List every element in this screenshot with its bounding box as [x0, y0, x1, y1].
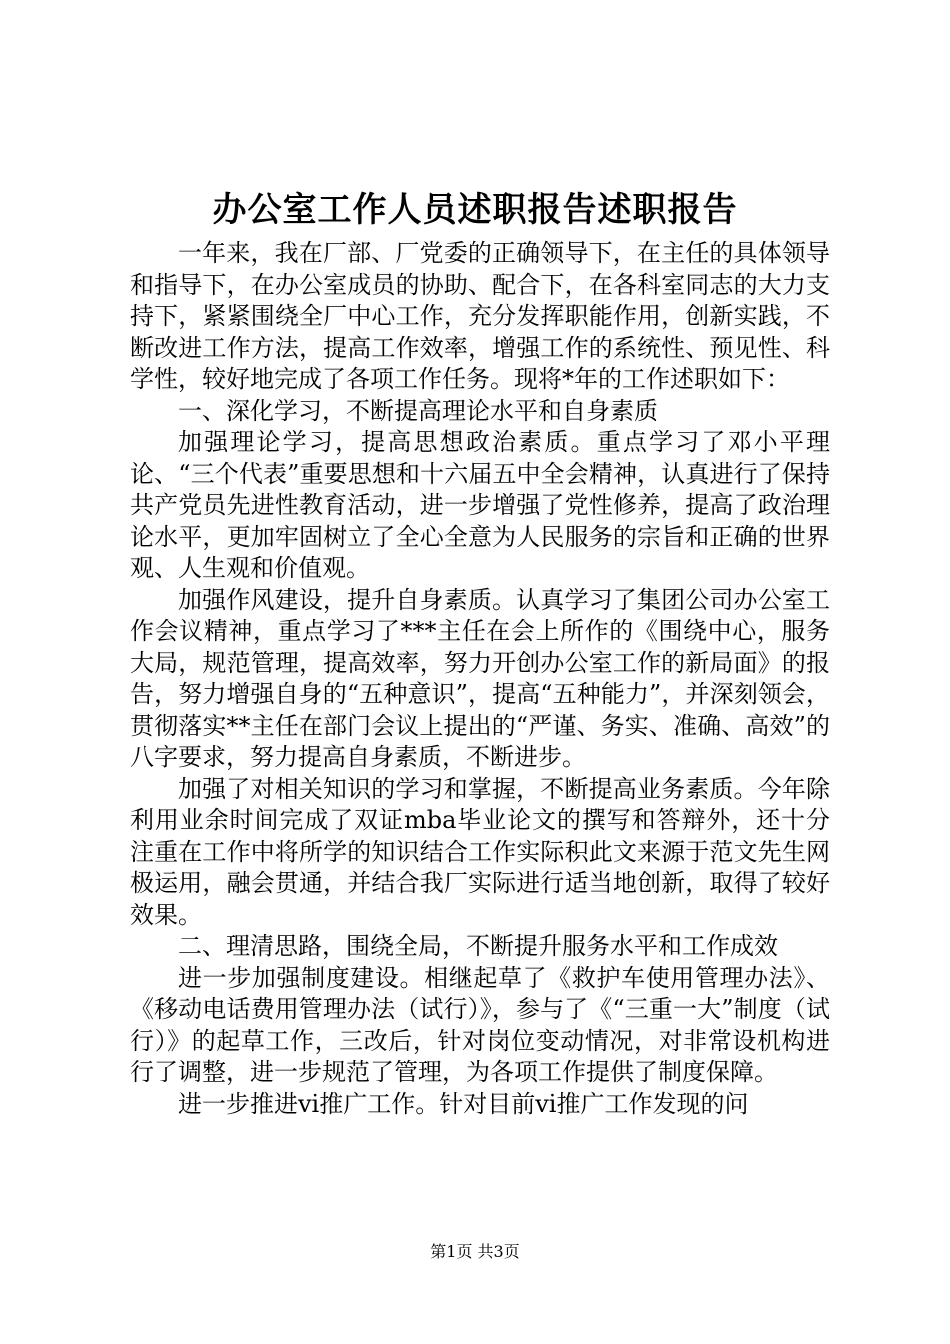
- paragraph-work-style: 加强作风建设，提升自身素质。认真学习了集团公司办公室工作会议精神，重点学习了***主任在会上所作的《围绕中心，服务大局，规范管理，提高效率，努力开创办公室工作的新局面》的报告，努力增强自身的“五种意识”，提高“五种能力”，并深刻领会，贯彻落实**主任在部门会议上提出的“严谨、务实、准确、高效”的八字要求，努力提高自身素质，不断进步。: [130, 585, 830, 771]
- intro-paragraph: 一年来，我在厂部、厂党委的正确领导下，在主任的具体领导和指导下，在办公室成员的协助、配合下，在各科室同志的大力支持下，紧紧围绕全厂中心工作，充分发挥职能作用，创新实践，不断改进工作方法，提高工作效率，增强工作的系统性、预见性、科学性，较好地完成了各项工作任务。现将*年的工作述职如下：: [130, 239, 830, 393]
- paragraph-theory-study: 加强理论学习，提高思想政治素质。重点学习了邓小平理论、“三个代表”重要思想和十六届五中全会精神，认真进行了保持共产党员先进性教育活动，进一步增强了党性修养，提高了政治理论水平，更加牢固树立了全心全意为人民服务的宗旨和正确的世界观、人生观和价值观。: [130, 428, 830, 582]
- page-footer: 第1页 共3页: [430, 1242, 520, 1261]
- paragraph-vi-promotion: 进一步推进vi推广工作。针对目前vi推广工作发现的问: [178, 1089, 749, 1118]
- section-heading-2: 二、理清思路，围绕全局，不断提升服务水平和工作成效: [178, 932, 778, 960]
- document-body: [130, 238, 830, 1120]
- paragraph-knowledge: 加强了对相关知识的学习和掌握，不断提高业务素质。今年除利用业余时间完成了双证mba毕业论文的撰写和答辩外，还十分注重在工作中将所学的知识结合工作实际积此文来源于范文先生网极运用，融会贯通，并结合我厂实际进行适当地创新，取得了较好效果。: [130, 774, 830, 929]
- page-title: 办公室工作人员述职报告述职报告: [212, 190, 738, 230]
- section-heading-1: 一、深化学习，不断提高理论水平和自身素质: [178, 396, 658, 425]
- paragraph-system-building: 进一步加强制度建设。相继起草了《救护车使用管理办法》、《移动电话费用管理办法（试行）》，参与了《“三重一大”制度（试行）》的起草工作，三改后，针对岗位变动情况，对非常设机构进行了调整，进一步规范了管理，为各项工作提供了制度保障。: [130, 963, 830, 1086]
